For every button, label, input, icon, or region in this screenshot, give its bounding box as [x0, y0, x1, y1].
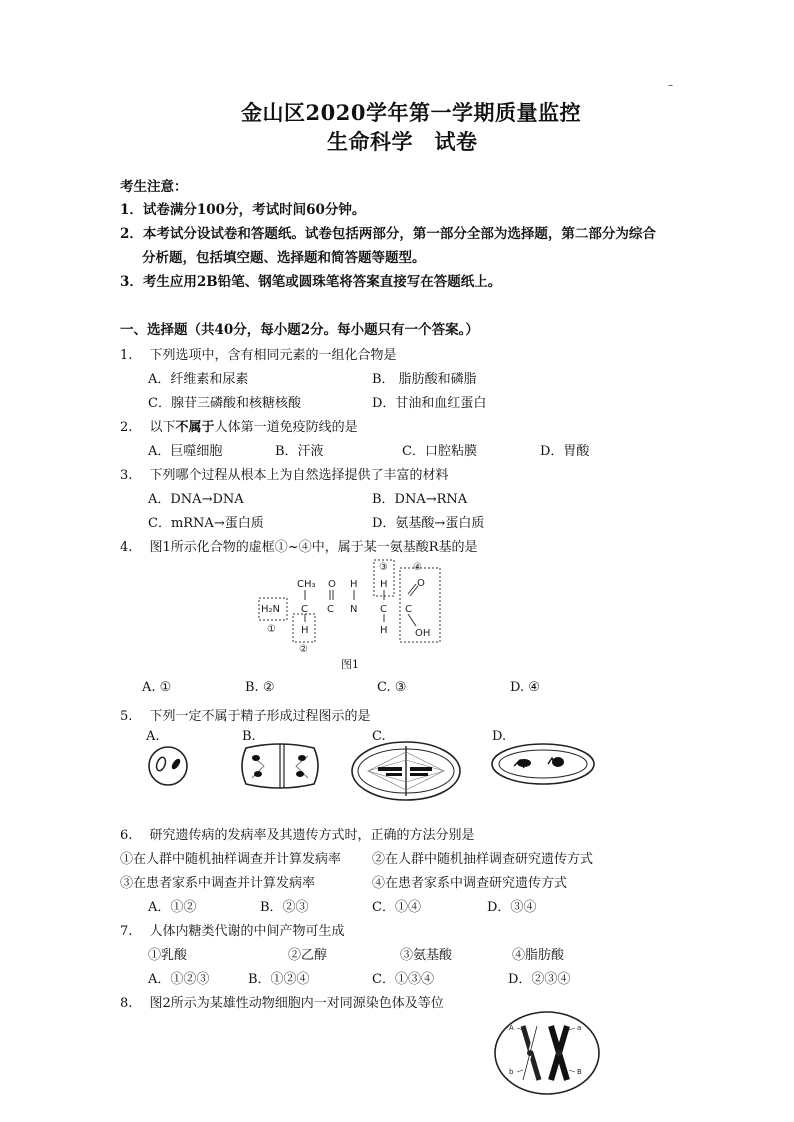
atom-label: H [301, 625, 309, 636]
atom-label: OH [415, 628, 431, 639]
option-a: A. ① [142, 680, 172, 695]
question-stem: 6. 研究遗传病的发病率及其遗传方式时，正确的方法分别是 [120, 828, 475, 843]
atom-label: C [380, 604, 387, 615]
cell-drawing-d [490, 742, 596, 786]
bond [408, 614, 416, 626]
statement-3: ③在患者家系中调查并计算发病率 [120, 876, 316, 891]
notice-heading: 考生注意： [120, 179, 188, 195]
exam-subtitle: 生命科学 试卷 [327, 129, 478, 154]
option-a: A. [146, 729, 160, 744]
option-d: D. [492, 729, 507, 744]
option-b: B．DNA→RNA [372, 492, 468, 507]
option-a: A．①②③ [148, 972, 210, 987]
allele-label: a [577, 1024, 582, 1032]
atom-label: C [301, 604, 308, 615]
box-marker: ① [267, 624, 276, 635]
stem-text: 人体第一道免疫防线的是 [214, 420, 358, 435]
option-b: B. ② [245, 680, 275, 695]
atom-label: H [380, 579, 388, 590]
question-stem: 5. 下列一定不属于精子形成过程图示的是 [120, 709, 371, 724]
stem-text: 2. 以下 [120, 420, 176, 435]
option-b: B．汗液 [275, 444, 324, 459]
atom-label: CH₃ [297, 579, 316, 590]
statement-4: ④脂肪酸 [512, 948, 565, 963]
atom-label: H [350, 579, 358, 590]
notice-item: 2．本考试分设试卷和答题纸。试卷包括两部分，第一部分全部为选择题，第二部分为综合 [120, 226, 656, 242]
allele-label: A [509, 1024, 514, 1032]
option-c: C. ③ [377, 680, 407, 695]
option-a: A．DNA→DNA [148, 492, 244, 507]
option-c: C．①③④ [372, 972, 434, 987]
option-a: A．纤维素和尿素 [148, 372, 249, 387]
option-b: B． 脂肪酸和磷脂 [372, 372, 477, 387]
option-d: D．②③④ [508, 972, 571, 987]
option-b: B. [242, 729, 256, 744]
statement-4: ④在患者家系中调查研究遗传方式 [372, 876, 568, 891]
question-stem [120, 416, 358, 435]
chromosome-figure [493, 1010, 601, 1096]
option-c: C．腺苷三磷酸和核糖核酸 [148, 396, 301, 411]
box-marker: ② [299, 644, 308, 655]
question-stem: 7. 人体内糖类代谢的中间产物可生成 [120, 924, 345, 939]
question-stem: 4. 图1所示化合物的虚框①~④中，属于某一氨基酸R基的是 [120, 540, 478, 555]
question-stem: 8. 图2所示为某雄性动物细胞内一对同源染色体及等位 [120, 996, 444, 1011]
statement-2: ②乙醇 [288, 948, 328, 963]
question-stem: 1. 下列选项中，含有相同元素的一组化合物是 [120, 348, 397, 363]
question-stem: 3. 下列哪个过程从根本上为自然选择提供了丰富的材料 [120, 468, 449, 483]
allele-label: B [577, 1068, 582, 1076]
notice-item: 3．考生应用2B铅笔、钢笔或圆珠笔将答案直接写在答题纸上。 [120, 274, 502, 290]
corner-mark: – [668, 80, 673, 91]
stem-emphasis: 不属于 [175, 420, 215, 435]
atom-label: H [380, 625, 388, 636]
box-marker: ③ [379, 562, 388, 573]
option-d: D. ④ [510, 680, 540, 695]
statement-2: ②在人群中随机抽样调查研究遗传方式 [372, 852, 594, 867]
notice-item: 分析题，包括填空题、选择题和简答题等题型。 [142, 250, 426, 266]
option-c: C．口腔粘膜 [402, 444, 477, 459]
atom-label: O [328, 579, 336, 590]
statement-1: ①乳酸 [148, 948, 188, 963]
bond [408, 584, 416, 594]
allele-label: b [509, 1068, 514, 1076]
compound-figure [250, 556, 450, 656]
atom-label: N [350, 604, 358, 615]
option-c: C．①④ [372, 900, 421, 915]
option-b: B．①②④ [248, 972, 310, 987]
option-b: B．②③ [260, 900, 309, 915]
option-d: D．胃酸 [540, 444, 590, 459]
option-d: D．甘油和血红蛋白 [372, 396, 487, 411]
statement-1: ①在人群中随机抽样调查并计算发病率 [120, 852, 342, 867]
option-c: C．mRNA→蛋白质 [148, 516, 264, 531]
notice-item: 1．试卷满分100分，考试时间60分钟。 [120, 202, 366, 218]
section-heading: 一、选择题（共40分，每小题2分。每小题只有一个答案。） [120, 322, 479, 338]
cell-drawing-a [146, 740, 196, 790]
exam-title: 金山区2020学年第一学期质量监控 [241, 100, 581, 125]
option-d: D．③④ [487, 900, 537, 915]
box-marker: ④ [413, 562, 422, 573]
cell-drawing-b [238, 740, 322, 792]
option-a: A．①② [148, 900, 197, 915]
figure-caption: 图1 [341, 658, 359, 671]
statement-3: ③氨基酸 [400, 948, 453, 963]
atom-label: O [417, 578, 425, 589]
atom-label: H₂N [261, 604, 281, 615]
option-a: A．巨噬细胞 [148, 444, 223, 459]
option-d: D．氨基酸→蛋白质 [372, 516, 485, 531]
atom-label: C [327, 604, 334, 615]
cell-drawing-c [350, 740, 462, 802]
option-c: C. [372, 729, 386, 744]
atom-label: C [405, 604, 412, 615]
